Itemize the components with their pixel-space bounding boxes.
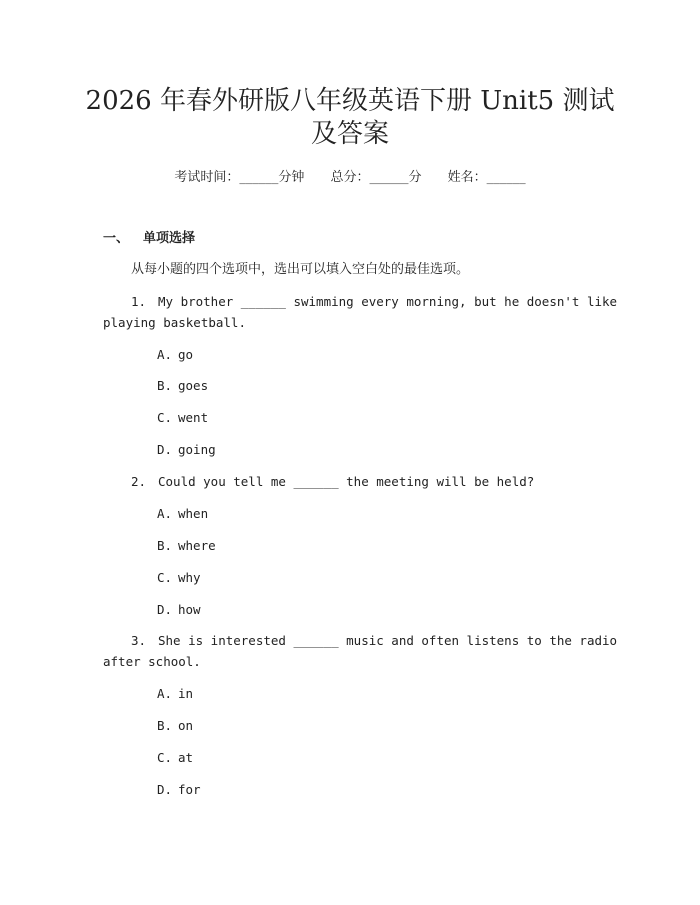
section-instruction: 从每小题的四个选项中，选出可以填入空白处的最佳选项。 bbox=[131, 262, 470, 277]
section-number: 一、 bbox=[103, 231, 130, 246]
option-3d: D. for bbox=[157, 782, 201, 797]
question-2 bbox=[131, 472, 534, 492]
exam-info-row bbox=[0, 168, 700, 188]
option-2b: B. where bbox=[157, 538, 216, 553]
option-2d: D. how bbox=[157, 602, 201, 617]
option-1a: A. go bbox=[157, 347, 194, 362]
question-1-continuation: playing basketball. bbox=[103, 315, 246, 330]
exam-time-field: 考试时间：______分钟 bbox=[174, 170, 305, 185]
total-score-field: 总分：______分 bbox=[330, 170, 422, 185]
document-title-line-2: 及答案 bbox=[310, 119, 389, 149]
document-title-line-1: 2026 年春外研版八年级英语下册 Unit5 测试 bbox=[85, 86, 615, 116]
question-text: Could you tell me ______ the meeting will be held? bbox=[158, 474, 535, 489]
option-3b: B. on bbox=[157, 718, 194, 733]
option-1d: D. going bbox=[157, 442, 216, 457]
question-text: She is interested ______ music and often listens to the radio bbox=[158, 633, 618, 648]
option-3c: C. at bbox=[157, 750, 194, 765]
question-number: 3. bbox=[131, 633, 147, 648]
option-3a: A. in bbox=[157, 686, 194, 701]
name-field: 姓名：______ bbox=[447, 170, 526, 185]
option-2c: C. why bbox=[157, 570, 201, 585]
question-3-continuation: after school. bbox=[103, 654, 201, 669]
question-text: My brother ______ swimming every morning, but he doesn't like bbox=[158, 294, 618, 309]
option-2a: A. when bbox=[157, 506, 209, 521]
question-3 bbox=[131, 631, 617, 651]
question-number: 1. bbox=[131, 294, 147, 309]
question-1 bbox=[131, 292, 617, 312]
option-1b: B. goes bbox=[157, 378, 209, 393]
section-title: 单项选择 bbox=[143, 231, 196, 246]
option-1c: C. went bbox=[157, 410, 209, 425]
section-heading bbox=[103, 229, 195, 249]
question-number: 2. bbox=[131, 474, 147, 489]
